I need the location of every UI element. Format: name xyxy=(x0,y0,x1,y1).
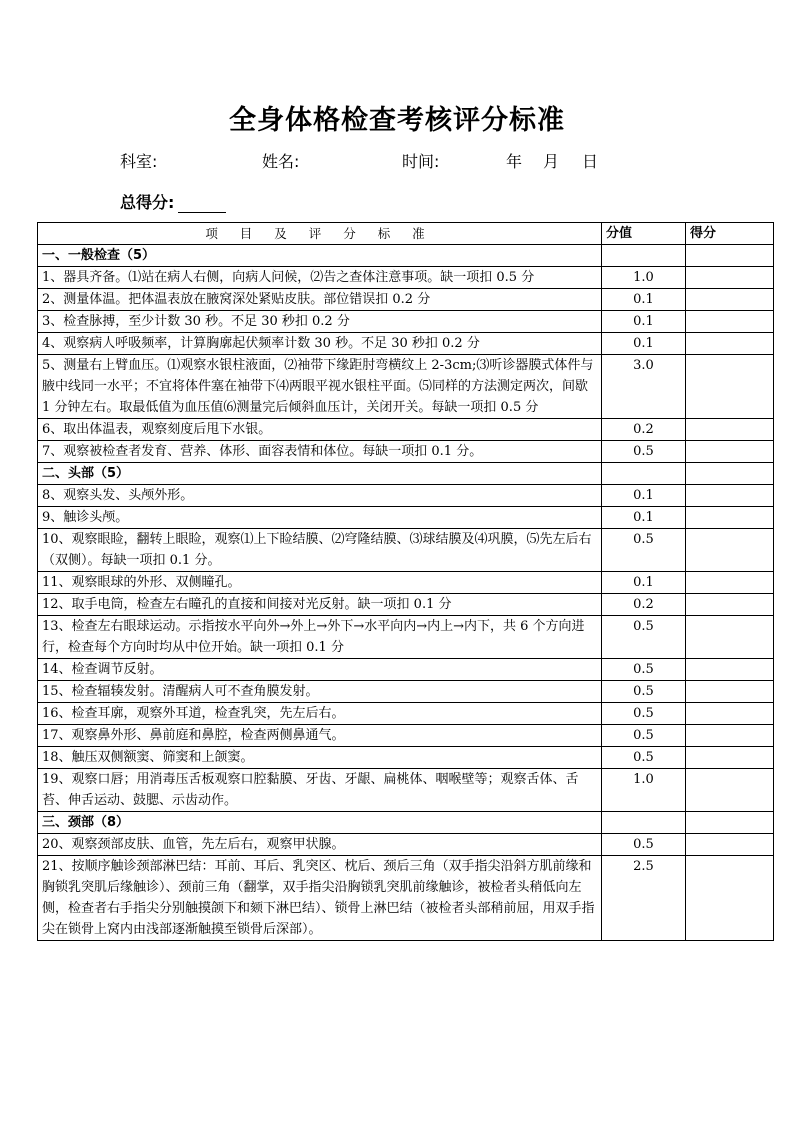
item-score: 0.1 xyxy=(602,289,686,311)
table-row xyxy=(38,725,774,747)
name-label: 姓名: xyxy=(262,152,300,171)
table-row xyxy=(38,856,774,941)
item-text: 9、触诊头颅。 xyxy=(38,507,602,529)
item-got-cell[interactable] xyxy=(686,485,774,507)
scoring-table xyxy=(37,222,774,941)
item-score: 0.5 xyxy=(602,681,686,703)
item-text: 3、检查脉搏，至少计数 30 秒。不足 30 秒扣 0.2 分 xyxy=(38,311,602,333)
item-text: 4、观察病人呼吸频率，计算胸廓起伏频率计数 30 秒。不足 30 秒扣 0.2 分 xyxy=(38,333,602,355)
section-got-cell xyxy=(686,245,774,267)
section-score-cell xyxy=(602,245,686,267)
item-got-cell[interactable] xyxy=(686,769,774,812)
section-score-cell xyxy=(602,812,686,834)
table-row xyxy=(38,572,774,594)
item-text: 11、观察眼球的外形、双侧瞳孔。 xyxy=(38,572,602,594)
item-score: 0.1 xyxy=(602,333,686,355)
item-score: 0.5 xyxy=(602,725,686,747)
item-got-cell[interactable] xyxy=(686,681,774,703)
table-row xyxy=(38,311,774,333)
table-row xyxy=(38,703,774,725)
section-row xyxy=(38,463,774,485)
table-row xyxy=(38,485,774,507)
item-got-cell[interactable] xyxy=(686,659,774,681)
page-title: 全身体格检查考核评分标准 xyxy=(229,105,565,136)
section-got-cell xyxy=(686,463,774,485)
item-got-cell[interactable] xyxy=(686,616,774,659)
item-score: 1.0 xyxy=(602,769,686,812)
table-row xyxy=(38,419,774,441)
table-row xyxy=(38,834,774,856)
item-text: 1、器具齐备。⑴站在病人右侧，向病人问候，⑵告之查体注意事项。缺一项扣 0.5 分 xyxy=(38,267,602,289)
item-got-cell[interactable] xyxy=(686,856,774,941)
item-score: 0.1 xyxy=(602,485,686,507)
total-score-label: 总得分: xyxy=(120,193,175,212)
item-got-cell[interactable] xyxy=(686,333,774,355)
item-text: 21、按顺序触诊颈部淋巴结：耳前、耳后、乳突区、枕后、颈后三角（双手指尖沿斜方肌前缘和胸锁乳突肌后缘触诊）、颈前三角（翻掌，双手指尖沿胸锁乳突肌前缘触诊，被检者头稍低向左侧，检查者右手指尖分别触摸颌下和颏下淋巴结）、锁骨上淋巴结（被检者头部稍前屈，用双手指尖在锁骨上窝内由浅部逐渐触摸至锁骨后深部）。 xyxy=(38,856,602,941)
item-score: 0.1 xyxy=(602,572,686,594)
month-label: 月 xyxy=(543,152,560,171)
table-row xyxy=(38,616,774,659)
header-item: 项 目 及 评 分 标 准 xyxy=(38,223,602,245)
item-got-cell[interactable] xyxy=(686,834,774,856)
item-score: 0.5 xyxy=(602,529,686,572)
section-title: 一、一般检查（5） xyxy=(38,245,602,267)
item-text: 13、检查左右眼球运动。示指按水平向外→外上→外下→水平向内→内上→内下，共 6 个方向进行，检查每个方向时均从中位开始。缺一项扣 0.1 分 xyxy=(38,616,602,659)
item-text: 18、触压双侧额窦、筛窦和上颌窦。 xyxy=(38,747,602,769)
time-label: 时间: xyxy=(402,152,440,171)
item-text: 5、测量右上臂血压。⑴观察水银柱液面，⑵袖带下缘距肘弯横纹上 2-3cm;⑶听诊器膜式体件与腋中线同一水平；不宜将体件塞在袖带下⑷两眼平视水银柱平面。⑸同样的方法测定两次，间歇 1 分钟左右。取最低值为血压值⑹测量完后倾斜血压计，关闭开关。每缺一项扣 0.5 分 xyxy=(38,355,602,419)
item-got-cell[interactable] xyxy=(686,572,774,594)
item-score: 0.5 xyxy=(602,834,686,856)
item-got-cell[interactable] xyxy=(686,419,774,441)
item-score: 3.0 xyxy=(602,355,686,419)
table-header-row xyxy=(38,223,774,245)
table-row xyxy=(38,681,774,703)
section-row xyxy=(38,812,774,834)
item-got-cell[interactable] xyxy=(686,703,774,725)
item-text: 19、观察口唇；用消毒压舌板观察口腔黏膜、牙齿、牙龈、扁桃体、咽喉壁等；观察舌体、舌苔、伸舌运动、鼓腮、示齿动作。 xyxy=(38,769,602,812)
item-score: 0.5 xyxy=(602,616,686,659)
table-row xyxy=(38,507,774,529)
item-score: 0.2 xyxy=(602,594,686,616)
section-title: 二、头部（5） xyxy=(38,463,602,485)
table-row xyxy=(38,441,774,463)
item-score: 2.5 xyxy=(602,856,686,941)
item-got-cell[interactable] xyxy=(686,594,774,616)
item-score: 0.5 xyxy=(602,659,686,681)
item-text: 2、测量体温。把体温表放在腋窝深处紧贴皮肤。部位错误扣 0.2 分 xyxy=(38,289,602,311)
header-score: 分值 xyxy=(602,223,686,245)
year-label: 年 xyxy=(506,152,523,171)
table-row xyxy=(38,659,774,681)
table-row xyxy=(38,355,774,419)
item-text: 6、取出体温表，观察刻度后甩下水银。 xyxy=(38,419,602,441)
item-text: 7、观察被检查者发育、营养、体形、面容表情和体位。每缺一项扣 0.1 分。 xyxy=(38,441,602,463)
section-row xyxy=(38,245,774,267)
item-text: 14、检查调节反射。 xyxy=(38,659,602,681)
table-row xyxy=(38,594,774,616)
total-score-blank xyxy=(178,196,226,213)
item-text: 12、取手电筒，检查左右瞳孔的直接和间接对光反射。缺一项扣 0.1 分 xyxy=(38,594,602,616)
item-score: 1.0 xyxy=(602,267,686,289)
table-row xyxy=(38,289,774,311)
item-score: 0.5 xyxy=(602,747,686,769)
item-text: 16、检查耳廓，观察外耳道，检查乳突，先左后右。 xyxy=(38,703,602,725)
day-label: 日 xyxy=(582,152,599,171)
section-title: 三、颈部（8） xyxy=(38,812,602,834)
header-got: 得分 xyxy=(686,223,774,245)
item-text: 17、观察鼻外形、鼻前庭和鼻腔，检查两侧鼻通气。 xyxy=(38,725,602,747)
item-got-cell[interactable] xyxy=(686,311,774,333)
item-text: 10、观察眼睑，翻转上眼睑，观察⑴上下睑结膜、⑵穹隆结膜、⑶球结膜及⑷巩膜，⑸先左后右（双侧）。每缺一项扣 0.1 分。 xyxy=(38,529,602,572)
item-got-cell[interactable] xyxy=(686,725,774,747)
section-score-cell xyxy=(602,463,686,485)
table-row xyxy=(38,769,774,812)
section-got-cell xyxy=(686,812,774,834)
item-got-cell[interactable] xyxy=(686,289,774,311)
item-score: 0.5 xyxy=(602,441,686,463)
item-got-cell[interactable] xyxy=(686,441,774,463)
item-got-cell[interactable] xyxy=(686,267,774,289)
item-got-cell[interactable] xyxy=(686,507,774,529)
table-row xyxy=(38,529,774,572)
table-row xyxy=(38,747,774,769)
item-score: 0.2 xyxy=(602,419,686,441)
table-row xyxy=(38,267,774,289)
item-text: 15、检查辐辏发射。清醒病人可不查角膜发射。 xyxy=(38,681,602,703)
department-label: 科室: xyxy=(120,152,158,171)
item-score: 0.1 xyxy=(602,507,686,529)
item-score: 0.1 xyxy=(602,311,686,333)
item-score: 0.5 xyxy=(602,703,686,725)
item-got-cell[interactable] xyxy=(686,355,774,419)
item-text: 20、观察颈部皮肤、血管，先左后右，观察甲状腺。 xyxy=(38,834,602,856)
item-text: 8、观察头发、头颅外形。 xyxy=(38,485,602,507)
table-row xyxy=(38,333,774,355)
total-score xyxy=(120,190,226,213)
item-got-cell[interactable] xyxy=(686,529,774,572)
item-got-cell[interactable] xyxy=(686,747,774,769)
